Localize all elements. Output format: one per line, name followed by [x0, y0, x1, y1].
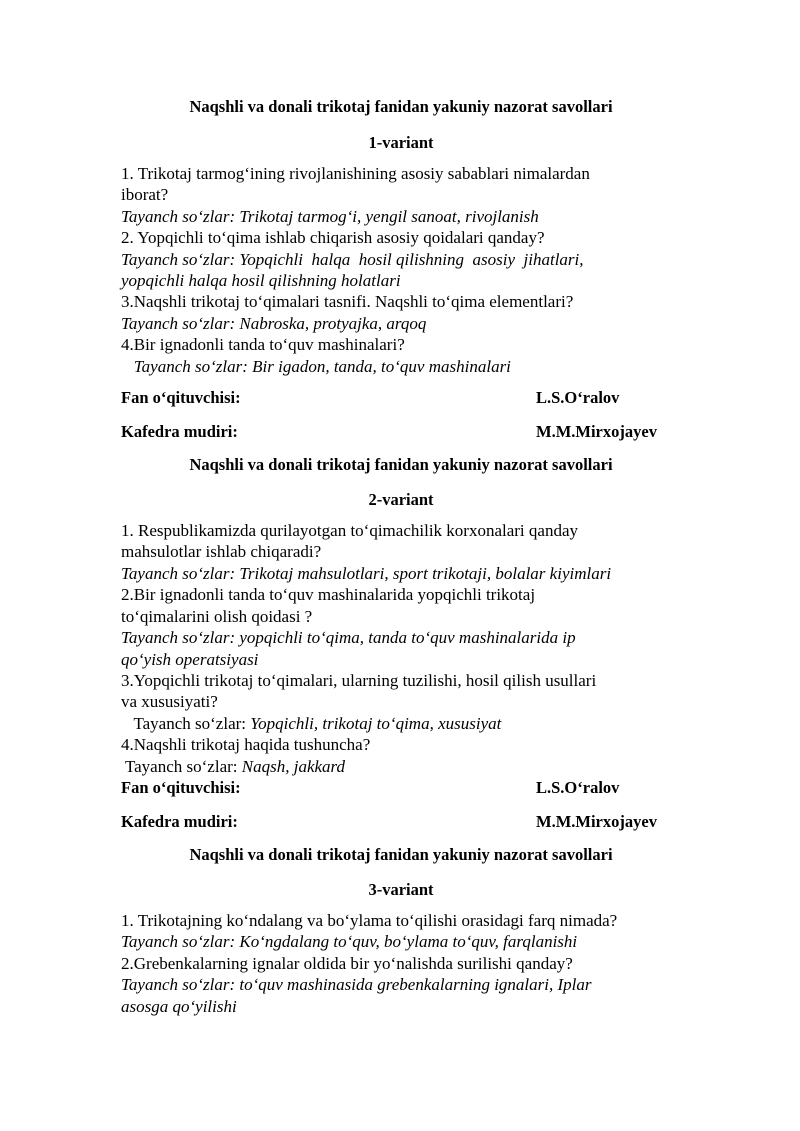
- keywords-line: Tayanch so‘zlar: Ko‘ngdalang to‘quv, bo‘ylama to‘quv, farqlanishi: [121, 932, 578, 952]
- variant-3-questions: [121, 910, 681, 1017]
- question-line: 3.Naqshli trikotaj to‘qimalari tasnifi. Naqshli to‘qima elementlari?: [121, 292, 574, 312]
- question-line: mahsulotlar ishlab chiqaradi?: [121, 542, 322, 562]
- question-line: 1. Respublikamizda qurilayotgan to‘qimachilik korxonalari qanday: [121, 521, 578, 541]
- question-line: 3.Yopqichli trikotaj to‘qimalari, ularning tuzilishi, hosil qilish usullari: [121, 670, 597, 690]
- keywords-line: Tayanch so‘zlar: Bir igadon, tanda, to‘quv mashinalari: [121, 356, 511, 376]
- question-line: 1. Trikotajning ko‘ndalang va bo‘ylama to‘qilishi orasidagi farq nimada?: [121, 910, 618, 930]
- teacher-signature: [121, 387, 681, 409]
- question-line: 4.Bir ignadonli tanda to‘quv mashinalari?: [121, 335, 405, 355]
- keywords-line: yopqichli halqa hosil qilishning holatlari: [121, 271, 401, 291]
- variant-2-questions: [121, 520, 681, 777]
- variant-1-section: [121, 96, 681, 443]
- question-line: 2. Yopqichli to‘qima ishlab chiqarish asosiy qoidalari qanday?: [121, 228, 545, 248]
- teacher-name: L.S.O‘ralov: [536, 777, 620, 797]
- variant-1-title: Naqshli va donali trikotaj fanidan yakuniy nazorat savollari: [189, 97, 613, 116]
- question-line: 1. Trikotaj tarmog‘ining rivojlanishining asosiy sabablari nimalardan: [121, 164, 590, 183]
- teacher-name: L.S.O‘ralov: [536, 388, 620, 408]
- head-signature: [121, 421, 681, 443]
- keywords-values: Naqsh, jakkard: [241, 756, 346, 776]
- keywords-line: Tayanch so‘zlar: Trikotaj tarmog‘i, yengil sanoat, rivojlanish: [121, 206, 539, 226]
- variant-3-title: Naqshli va donali trikotaj fanidan yakuniy nazorat savollari: [189, 844, 613, 864]
- keywords-line: [121, 713, 681, 734]
- keywords-line: [121, 756, 681, 777]
- head-label: Kafedra mudiri:: [121, 811, 238, 831]
- variant-2-label: 2-variant: [368, 490, 434, 510]
- question-line: [121, 734, 681, 755]
- question-text: 4.Naqshli trikotaj haqida tushuncha?: [121, 735, 371, 755]
- variant-1-label: 1-variant: [368, 133, 434, 152]
- question-line: va xususiyati?: [121, 692, 218, 712]
- keywords-line: Tayanch so‘zlar: Trikotaj mahsulotlari, sport trikotaji, bolalar kiyimlari: [121, 563, 612, 583]
- keywords-prefix: Tayanch so‘zlar:: [121, 713, 251, 733]
- variant-1-questions: [121, 163, 681, 377]
- question-line: 2.Grebenkalarning ignalar oldida bir yo‘nalishda surilishi qanday?: [121, 953, 573, 973]
- variant-2-title: Naqshli va donali trikotaj fanidan yakuniy nazorat savollari: [189, 455, 613, 475]
- teacher-signature: [121, 777, 681, 799]
- keywords-line: Tayanch so‘zlar: to‘quv mashinasida grebenkalarning ignalari, Iplar: [121, 975, 592, 995]
- variant-2-section: [121, 454, 681, 833]
- keywords-line: qo‘yish operatsiyasi: [121, 649, 259, 669]
- teacher-label: Fan o‘qituvchisi:: [121, 777, 241, 797]
- question-line: iborat?: [121, 185, 169, 205]
- question-line: to‘qimalarini olish qoidasi ?: [121, 606, 313, 626]
- head-label: Kafedra mudiri:: [121, 422, 238, 442]
- head-name: M.M.Mirxojayev: [536, 811, 657, 831]
- keywords-line: Tayanch so‘zlar: yopqichli to‘qima, tanda to‘quv mashinalarida ip: [121, 628, 576, 648]
- variant-3-label: 3-variant: [368, 879, 434, 899]
- variant-3-section: [121, 844, 681, 1017]
- keywords-prefix: Tayanch so‘zlar:: [121, 756, 242, 776]
- head-signature: [121, 811, 681, 833]
- teacher-label: Fan o‘qituvchisi:: [121, 388, 241, 408]
- keywords-line: Tayanch so‘zlar: Yopqichli halqa hosil qilishning asosiy jihatlari,: [121, 249, 584, 269]
- keywords-line: Tayanch so‘zlar: Nabroska, protyajka, arqoq: [121, 313, 427, 333]
- keywords-line: asosga qo‘yilishi: [121, 996, 237, 1016]
- document-page: [121, 96, 681, 1017]
- head-name: M.M.Mirxojayev: [536, 422, 657, 442]
- keywords-values: Yopqichli, trikotaj to‘qima, xususiyat: [250, 713, 502, 733]
- question-line: 2.Bir ignadonli tanda to‘quv mashinalarida yopqichli trikotaj: [121, 585, 536, 605]
